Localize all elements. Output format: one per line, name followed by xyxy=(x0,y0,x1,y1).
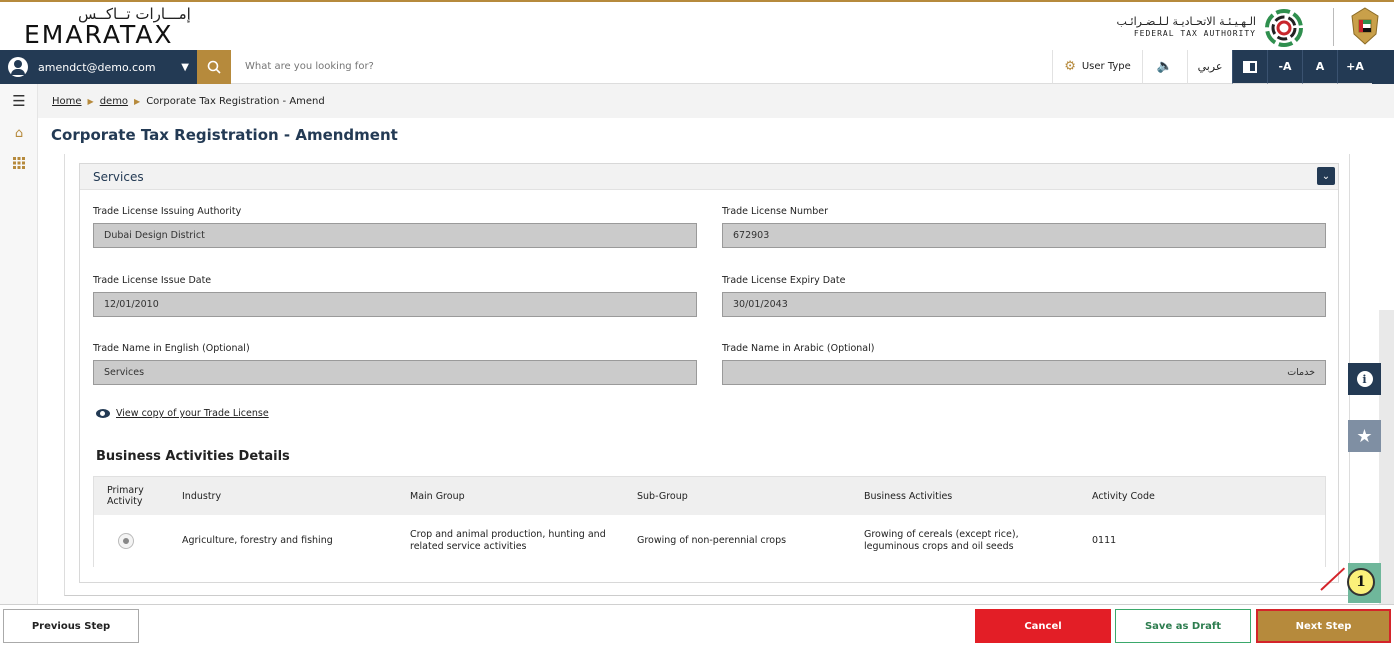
breadcrumb-arrow-icon: ▶ xyxy=(87,96,94,106)
font-decrease-button[interactable]: -A xyxy=(1267,50,1302,84)
speaker-icon: 🔈 xyxy=(1156,59,1174,74)
cancel-button[interactable]: Cancel xyxy=(975,609,1111,643)
user-menu[interactable] xyxy=(0,50,197,84)
section-header[interactable] xyxy=(80,164,1338,190)
column-header: Sub-Group xyxy=(637,490,688,502)
uae-emblem-icon xyxy=(1348,6,1382,46)
footer-action-bar xyxy=(0,604,1394,647)
column-header: Activity Code xyxy=(1092,490,1155,502)
issuing-authority-label: Trade License Issuing Authority xyxy=(93,206,242,217)
grid-dots-icon xyxy=(13,157,25,169)
issue-date-field[interactable]: 12/01/2010 xyxy=(93,292,697,317)
table-row xyxy=(94,515,1325,567)
breadcrumb-home[interactable]: Home xyxy=(52,95,82,107)
apps-grid-icon[interactable] xyxy=(0,148,38,178)
column-header: Primary Activity xyxy=(107,485,144,507)
star-icon: ★ xyxy=(1356,425,1373,447)
chevron-down-icon: ▼ xyxy=(181,61,189,73)
activity-code-cell: 0111 xyxy=(1092,535,1117,546)
scrollbar[interactable] xyxy=(1379,310,1394,604)
main-navbar xyxy=(0,50,1394,84)
collapse-button[interactable] xyxy=(1317,167,1335,185)
fta-logo xyxy=(1117,8,1304,48)
breadcrumb-arrow-icon: ▶ xyxy=(134,96,141,106)
user-type-label: User Type xyxy=(1081,61,1131,72)
breadcrumb xyxy=(38,84,1394,118)
search-button[interactable] xyxy=(197,50,231,84)
fta-english-text: FEDERAL TAX AUTHORITY xyxy=(1133,29,1256,38)
trade-name-ar-label: Trade Name in Arabic (Optional) xyxy=(722,343,875,354)
contrast-toggle[interactable] xyxy=(1232,50,1267,84)
expiry-date-field[interactable]: 30/01/2043 xyxy=(722,292,1326,317)
top-header xyxy=(0,0,1394,50)
main-group-cell: Crop and animal production, hunting and related service activities xyxy=(410,529,606,552)
previous-step-button[interactable]: Previous Step xyxy=(3,609,139,643)
info-button[interactable] xyxy=(1348,363,1381,395)
user-email: amendct@demo.com xyxy=(38,60,156,74)
favorites-button[interactable] xyxy=(1348,420,1381,452)
license-number-field[interactable]: 672903 xyxy=(722,223,1326,248)
fta-arabic-text: الـهـيـئـة الاتحـاديـة لـلـضـرائـب xyxy=(1116,15,1256,28)
hamburger-menu-icon[interactable]: ☰ xyxy=(12,92,26,110)
user-avatar-icon xyxy=(8,57,28,77)
trade-name-ar-field[interactable]: خدمات xyxy=(722,360,1326,385)
logo-english-text: EMARATAX xyxy=(24,20,174,49)
home-icon[interactable]: ⌂ xyxy=(14,125,24,141)
left-sidebar xyxy=(0,84,38,604)
user-type-selector[interactable] xyxy=(1052,50,1142,84)
trade-name-en-field[interactable]: Services xyxy=(93,360,697,385)
column-header: Main Group xyxy=(410,490,465,502)
header-divider xyxy=(1333,8,1334,46)
contrast-icon xyxy=(1243,61,1257,73)
chevron-down-icon: ⌄ xyxy=(1321,170,1331,182)
issue-date-label: Trade License Issue Date xyxy=(93,275,212,286)
breadcrumb-current: Corporate Tax Registration - Amend xyxy=(146,95,325,107)
view-license-link-text: View copy of your Trade License xyxy=(116,408,269,419)
speaker-button[interactable] xyxy=(1142,50,1187,84)
primary-activity-radio[interactable] xyxy=(118,533,134,549)
font-reset-button[interactable]: A xyxy=(1302,50,1337,84)
business-activities-title: Business Activities Details xyxy=(96,449,290,464)
business-activities-table xyxy=(93,476,1326,567)
view-license-link[interactable] xyxy=(96,408,269,419)
fta-emblem-icon xyxy=(1264,8,1304,48)
step-callout-badge: 1 xyxy=(1347,568,1375,596)
license-number-label: Trade License Number xyxy=(722,206,829,217)
industry-cell: Agriculture, forestry and fishing xyxy=(182,535,333,546)
search-icon xyxy=(206,59,222,75)
next-step-button[interactable]: Next Step xyxy=(1256,609,1391,643)
font-increase-button[interactable]: +A xyxy=(1337,50,1372,84)
sub-group-cell: Growing of non-perennial crops xyxy=(637,535,787,546)
section-title: Services xyxy=(93,169,144,184)
language-toggle[interactable]: عربي xyxy=(1187,50,1232,84)
expiry-date-label: Trade License Expiry Date xyxy=(722,275,846,286)
column-header: Industry xyxy=(182,490,222,502)
issuing-authority-field[interactable]: Dubai Design District xyxy=(93,223,697,248)
eye-icon xyxy=(96,409,110,418)
logo-arabic-text: إمـــارات تــاكــس xyxy=(78,5,191,23)
trade-name-en-label: Trade Name in English (Optional) xyxy=(93,343,250,354)
info-icon: i xyxy=(1357,371,1373,387)
search-input[interactable] xyxy=(231,50,1052,84)
table-header xyxy=(94,477,1325,515)
page-title: Corporate Tax Registration - Amendment xyxy=(51,126,398,144)
column-header: Business Activities xyxy=(864,490,953,502)
save-draft-button[interactable]: Save as Draft xyxy=(1115,609,1251,643)
emaratax-logo[interactable] xyxy=(24,6,191,48)
breadcrumb-demo[interactable]: demo xyxy=(99,95,129,107)
business-activities-cell: Growing of cereals (except rice), leguminous crops and oil seeds xyxy=(864,529,1019,552)
gear-icon: ⚙ xyxy=(1064,59,1076,74)
